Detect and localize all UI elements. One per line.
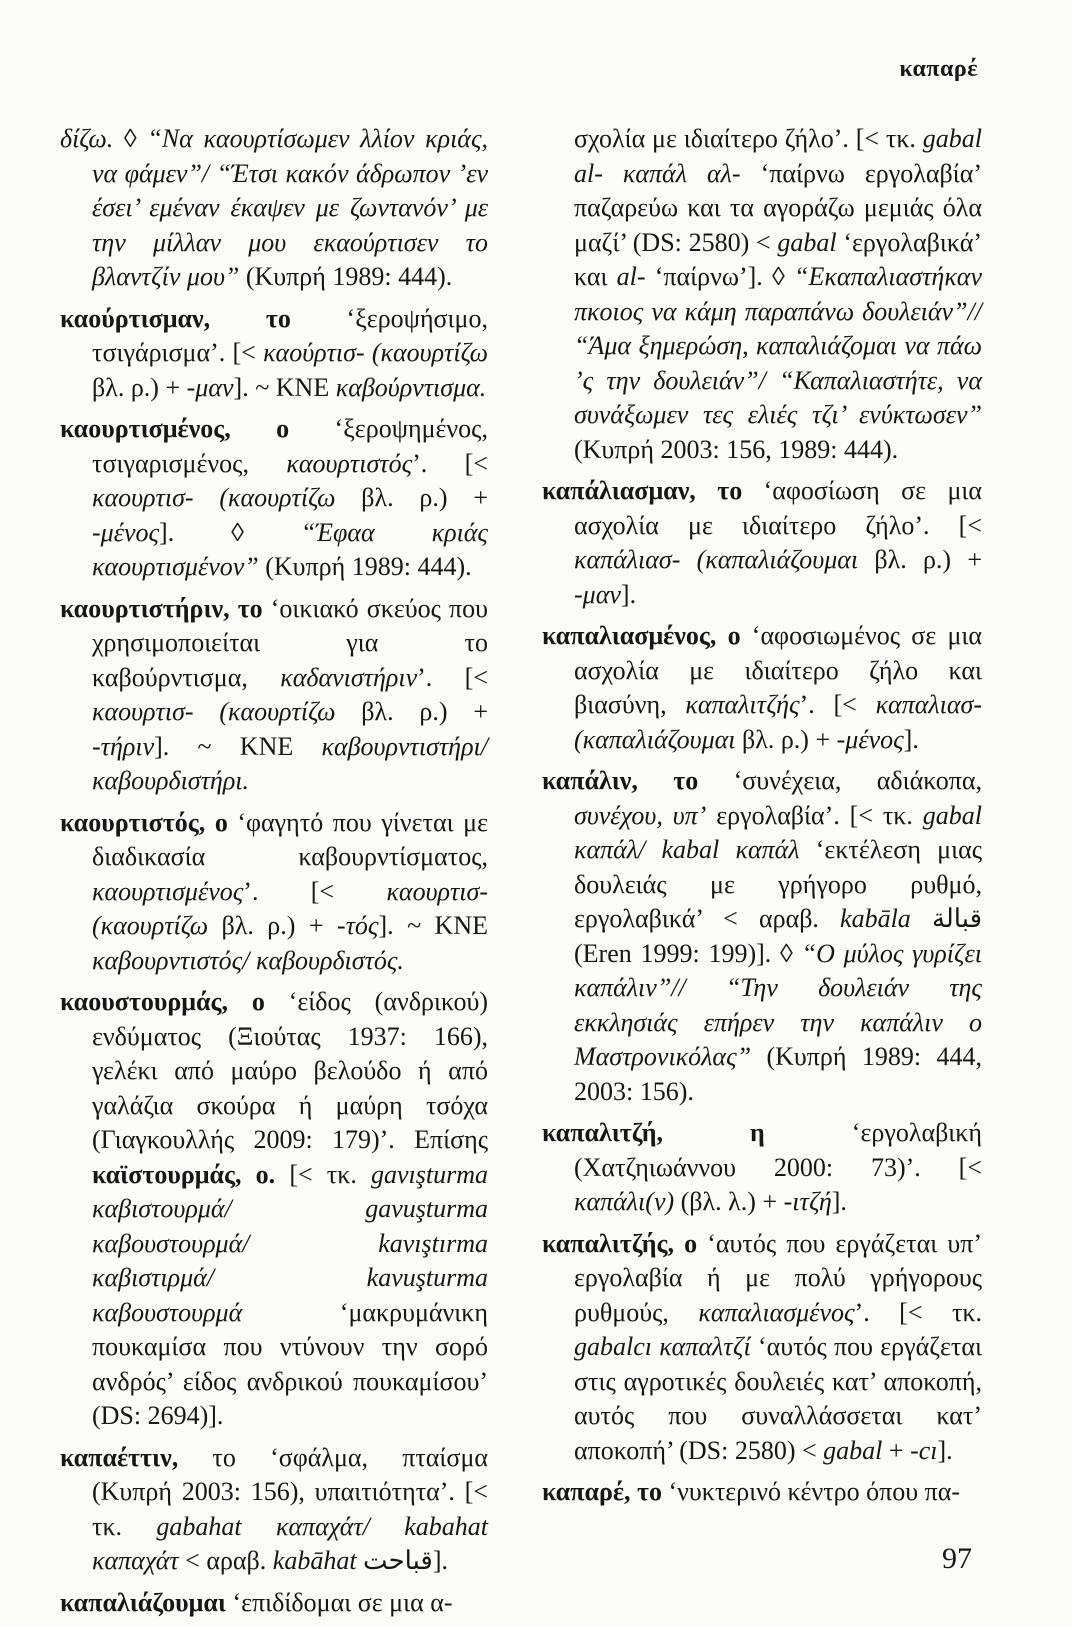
italic-text: δίζω. ◊	[60, 124, 148, 153]
dictionary-entry	[60, 806, 488, 979]
entry-text: ‘εργολαβικά’ και	[574, 227, 982, 291]
entry-text: ‘συνέχεια, αδιάκοπα,	[698, 766, 982, 795]
dictionary-entry	[542, 1227, 982, 1469]
entry-text: ]. ~ ΚΝΕ	[378, 911, 488, 940]
entry-text: ’. [<	[417, 662, 488, 692]
entry-text: ].	[937, 1435, 953, 1465]
entry-text: βλ. ρ.) +	[735, 724, 837, 754]
entry-text: قباحت].	[356, 1546, 449, 1575]
entry-text: σχολία με ιδιαίτερο ζήλο’. [< τκ.	[574, 124, 923, 153]
italic-text: καούρτισ- (καουρτίζω	[263, 338, 488, 367]
italic-text: καπαλιασ- (καπαλιάζουμαι	[574, 690, 982, 754]
right-column	[542, 122, 982, 1517]
entry-text: ’. [<	[799, 690, 876, 719]
entry-text: ‘νυκτερινό κέντρο όπου πα-	[661, 1477, 961, 1506]
entry-text: ‘επιδίδομαι σε μια α-	[225, 1587, 453, 1617]
italic-text: -τός	[336, 911, 379, 940]
headword: καουστουρμάς, ο	[60, 987, 265, 1016]
entry-text: ‘ξεροψημένος, τσιγαρισμένος,	[92, 414, 488, 478]
headword: καπάλιν, το	[542, 766, 699, 795]
entry-text: ‘φαγητό που γίνεται με διαδικασία καβουρντίσματος,	[92, 807, 489, 871]
italic-text: καπαλιτζής	[685, 690, 800, 719]
entry-text: βλ. ρ.) +	[335, 483, 488, 512]
italic-text: καουρτισ- (καουρτίζω	[92, 697, 336, 726]
italic-text: καβούρντισμα.	[335, 372, 487, 402]
italic-text: al-	[616, 262, 646, 291]
entry-text: βλ. ρ.) +	[335, 697, 488, 726]
italic-text: gabal al- καπάλ αλ-	[574, 124, 982, 188]
headword: καϊστουρμάς, ο.	[92, 1159, 276, 1189]
headword: καπαλιάζουμαι	[60, 1587, 226, 1617]
italic-text: “Έφαα κριάς καουρτισμένον”	[92, 517, 488, 581]
entry-text: ].	[903, 724, 919, 754]
entry-text: ‘εκτέλεση μιας δουλειάς με γρήγορο ρυθμό, εργολαβικά’ < αραβ.	[574, 835, 982, 933]
entry-text: ‘οικιακό σκεύος που χρησιμοποιείται για το καβούρντισμα,	[92, 593, 488, 692]
dictionary-entry	[542, 474, 982, 612]
dictionary-entry	[60, 1586, 488, 1621]
entry-text: βλ. ρ.) +	[92, 372, 187, 402]
dictionary-entry	[60, 412, 488, 585]
left-column	[60, 122, 488, 1627]
entry-text: ‘αυτός που εργάζεται στις αγροτικές δουλειές κατ’ αποκοπή, αυτός που συναλλάσσεται κατ’ αποκοπή’ (DS: 2580) <	[574, 1332, 982, 1465]
italic-text: kabāla	[840, 904, 911, 933]
headword: καπαέττιν,	[60, 1442, 179, 1472]
entry-text: ‘εργολαβική (Χατζηιωάννου 2000: 73)’. [<	[574, 1118, 982, 1182]
dictionary-entry	[542, 1116, 982, 1220]
dictionary-entry	[542, 122, 982, 467]
headword: καούρτισμαν, το	[60, 303, 291, 333]
italic-text: καδανιστήριν	[280, 662, 418, 692]
italic-text: gabal καπάλ/ kabal καπάλ	[574, 800, 982, 864]
italic-text: καουρτισ- (καουρτίζω	[92, 876, 488, 940]
italic-text: gavışturma καβιστουρμά/ gavuşturma καβουστουρμά/ kavıştırma καβιστιρμά/ kavuşturma καβουστουρμά	[92, 1159, 488, 1327]
headword: καουρτιστός, ο	[60, 807, 228, 837]
dictionary-entry	[60, 592, 488, 799]
italic-text: καπάλι(ν)	[574, 1187, 675, 1216]
italic-text: “Ο μύλος γυρίζει καπάλιν”// “Την δουλειάν της εκκλησιάς επήρεν την καπάλιν ο Μαστρονικόλας”	[574, 938, 982, 1071]
italic-text: καουρτισμένος	[92, 876, 244, 906]
italic-text: συνέχου, υπ’	[574, 800, 707, 830]
italic-text: -ιτζή	[783, 1187, 832, 1216]
headword: καπάλιασμαν, το	[542, 476, 743, 505]
entry-text: βλ. ρ.) +	[858, 545, 982, 574]
entry-text: ]. ~ ΚΝΕ	[233, 372, 336, 402]
italic-text: -μένος	[836, 724, 904, 754]
running-head: καπαρέ	[899, 56, 978, 82]
entry-text: ‘μακρυμάνικη πουκαμίσα που ντύνουν την σορό ανδρός’ είδος ανδρικού πουκαμίσου’ (DS: 2694)].	[92, 1297, 488, 1430]
entry-text: قبالة (Eren 1999: 199)]. ◊	[574, 904, 982, 968]
entry-text: (Κυπρή 1989: 444, 2003: 156).	[574, 1042, 982, 1106]
dictionary-entry	[60, 1441, 488, 1579]
italic-text: -μαν	[574, 579, 621, 609]
headword: καουρτιστήριν, το	[60, 593, 263, 623]
dictionary-entry	[542, 619, 982, 757]
italic-text: gabal	[777, 227, 837, 257]
italic-text: kabāhat	[272, 1546, 357, 1575]
entry-text: ‘είδος (ανδρικού) ενδύματος (Ξιούτας 1937: 166), γελέκι από μαύρο βελούδο ή από γαλάζια σκούρα ή μαύρη τσόχα (Γιαγκουλλής 2009: 179)’. Επίσης	[92, 987, 489, 1154]
italic-text: -μένος	[92, 517, 160, 547]
italic-text: -cı	[910, 1435, 938, 1465]
dictionary-entry	[60, 122, 488, 295]
entry-text: ]. ~ ΚΝΕ	[154, 731, 322, 761]
italic-text: καβουρντιστήρι/ καβουρδιστήρι.	[92, 731, 488, 795]
italic-text: καουρτιστός	[286, 448, 413, 478]
entry-text: το ‘σφάλμα, πταίσμα (Κυπρή 2003: 156), υπαιτιότητα’. [< τκ.	[92, 1442, 488, 1541]
dictionary-entry	[542, 1475, 982, 1510]
entry-text: ’. [<	[243, 876, 387, 906]
entry-text: (Κυπρή 1989: 444).	[258, 552, 472, 581]
entry-text: βλ. ρ.) +	[208, 911, 337, 940]
entry-text: ]. ◊	[159, 517, 301, 547]
headword: καπαλιασμένος, ο	[542, 621, 741, 650]
italic-text: -τήριν	[92, 731, 155, 761]
entry-text: ‘αυτός που εργάζεται υπ’ εργολαβία ή με πολύ γρήγορους ρυθμούς,	[574, 1228, 982, 1327]
italic-text: καουρτισ- (καουρτίζω	[92, 483, 336, 512]
entry-text: ].	[620, 579, 637, 609]
entry-text: < αραβ.	[178, 1546, 273, 1575]
entry-text: (Κυπρή 1989: 444).	[239, 262, 453, 291]
entry-text: ‘παίρνω εργολαβία’ παζαρεύω και τα αγοράζω μεμιάς όλα μαζί’ (DS: 2580) <	[574, 158, 982, 257]
entry-text: ].	[831, 1187, 847, 1216]
italic-text: καβουρντιστός/ καβουρδιστός.	[92, 945, 404, 975]
italic-text: gabalcı καπαλτζί	[574, 1332, 751, 1361]
dictionary-entry	[542, 764, 982, 1109]
entry-text: (βλ. λ.) +	[674, 1187, 784, 1216]
entry-text: +	[882, 1435, 911, 1465]
page-number: 97	[942, 1542, 972, 1575]
italic-text: gabahat καπαχάτ/ kabahat καπαχάτ	[92, 1511, 488, 1575]
dictionary-entry	[60, 302, 488, 406]
dictionary-entry	[60, 985, 488, 1434]
italic-text: καπάλιασ- (καπαλιάζουμαι	[574, 545, 859, 574]
entry-text: (Κυπρή 2003: 156, 1989: 444).	[574, 434, 899, 464]
entry-text: ‘ξεροψήσιμο, τσιγάρισμα’. [<	[92, 303, 488, 367]
headword: καπαλιτζή, η	[542, 1118, 765, 1147]
italic-text: “Να καουρτίσωμεν λλίον κριάς, να φάμεν”/ “Έτσι κακόν άδρωπον ’εν έσει’ εμέναν έκαψεν με ζωντανόν’ με την μίλλαν μου εκαούρτισεν το βλαντζίν μου”	[92, 124, 488, 291]
entry-text: ’. [<	[412, 448, 489, 478]
entry-text: εργολαβία’. [< τκ.	[706, 800, 923, 830]
entry-text: ‘αφοσίωση σε μια ασχολία με ιδιαίτερο ζήλο’. [<	[574, 476, 982, 540]
headword: καπαρέ, το	[542, 1477, 662, 1506]
italic-text: καπαλιασμένος	[698, 1297, 855, 1327]
headword: καπαλιτζής, ο	[542, 1228, 698, 1258]
italic-text: -μαν	[186, 372, 234, 402]
italic-text: gabal	[823, 1435, 883, 1465]
entry-text: ‘αφοσιωμένος σε μια ασχολία με ιδιαίτερο ζήλο και βιασύνη,	[574, 621, 982, 719]
entry-text: ’. [< τκ.	[854, 1297, 982, 1327]
entry-text: ‘παίρνω’]. ◊	[645, 262, 795, 291]
italic-text: “Εκαπαλιαστήκαν πκοιος να κάμη παραπάνω δουλειάν”// “Άμα ξημερώση, καπαλιάζομαι να πάω ’ς την δουλειάν”/ “Καπαλιαστήτε, να συνάξωμεν τες ελιές τζι’ ενύκτωσεν”	[574, 262, 982, 429]
headword: καουρτισμένος, ο	[60, 414, 290, 443]
entry-text: [< τκ.	[275, 1159, 371, 1189]
